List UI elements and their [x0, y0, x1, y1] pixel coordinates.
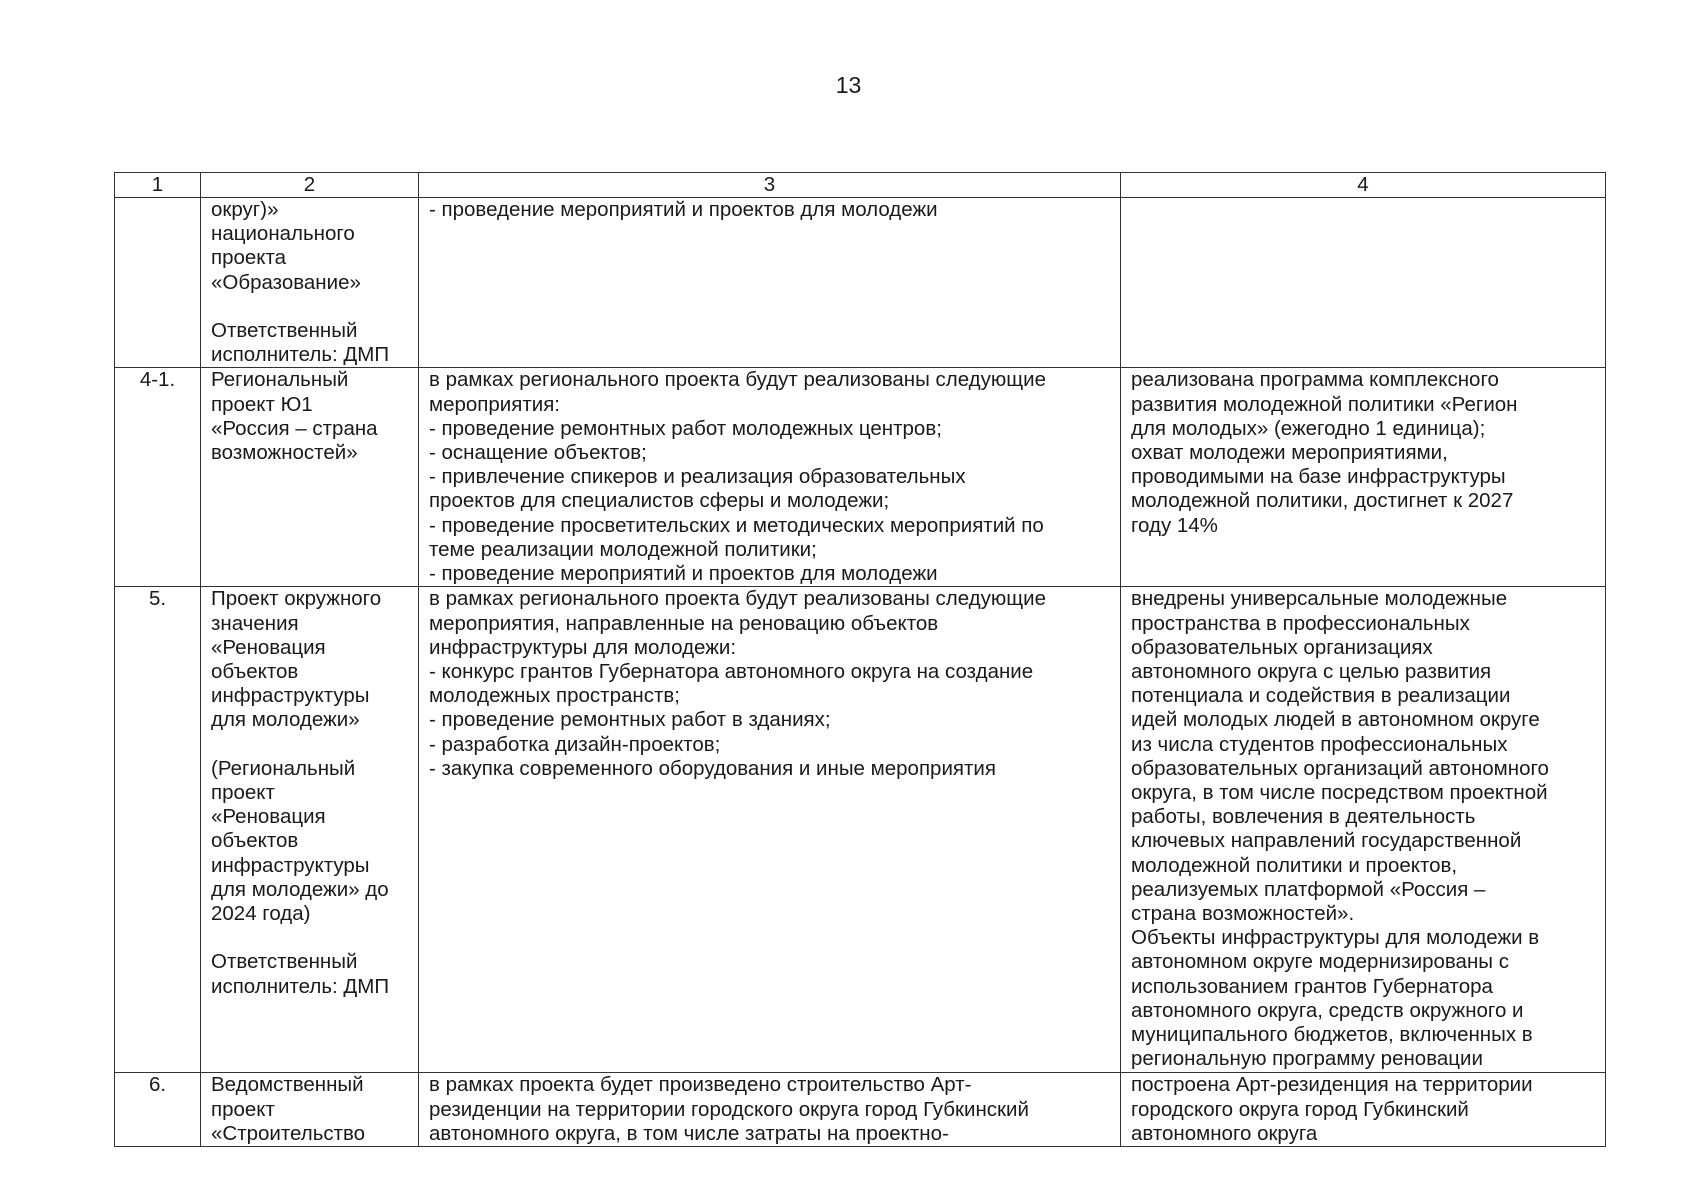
table-row: [115, 587, 1606, 1073]
project-name: округ)» национального проекта «Образование» Ответственный исполнитель: ДМП: [211, 198, 390, 367]
project-name-cell: [201, 1073, 419, 1147]
column-header-1: 1: [115, 173, 201, 198]
table-row: [115, 198, 1606, 368]
results-cell: [1121, 368, 1606, 587]
table-row: [115, 368, 1606, 587]
page-number: 13: [835, 72, 862, 98]
project-name: Ведомственный проект «Строительство: [211, 1073, 366, 1145]
activities-cell: [419, 1073, 1121, 1147]
table-row: [115, 1073, 1606, 1147]
activities-text: в рамках регионального проекта будут реализованы следующие мероприятия, направленные на реновацию объектов инфраструктуры для молодежи: - конкурс грантов Губернатора автономного округа на создание молодежных пространств; - проведение ремонтных работ в зданиях; - разработка дизайн-проектов; - закупка современного оборудования и иные мероприятия: [429, 587, 1046, 780]
project-name: Региональный проект Ю1 «Россия – страна возможностей»: [211, 368, 378, 465]
activities-text: в рамках проекта будет произведено строительство Арт- резиденции на территории городского округа город Губкинский автономного округа, в том числе затраты на проектно-: [429, 1073, 1029, 1145]
activities-cell: [419, 198, 1121, 368]
activities-text: - проведение мероприятий и проектов для молодежи: [429, 198, 938, 221]
project-name: Проект окружного значения «Реновация объектов инфраструктуры для молодежи» (Региональный проект «Реновация объектов инфраструктуры для молодежи» до 2024 года) Ответственный исполнитель: ДМП: [211, 587, 390, 998]
results-cell: [1121, 1073, 1606, 1147]
results-cell: [1121, 587, 1606, 1073]
activities-cell: [419, 587, 1121, 1073]
column-header-2: 2: [201, 173, 419, 198]
row-number: 6.: [115, 1073, 201, 1147]
activities-text: в рамках регионального проекта будут реализованы следующие мероприятия: - проведение ремонтных работ молодежных центров; - оснащение объектов; - привлечение спикеров и реализация образовательных проектов для специалистов сферы и молодежи; - проведение просветительских и методических мероприятий по теме реализации молодежной политики; - проведение мероприятий и проектов для молодежи: [429, 368, 1046, 586]
document-table: [114, 172, 1606, 1147]
results-cell: [1121, 198, 1606, 368]
project-name-cell: [201, 368, 419, 587]
project-name-cell: [201, 587, 419, 1073]
column-header-3: 3: [419, 173, 1121, 198]
table-header-row: [115, 173, 1606, 198]
results-text: внедрены универсальные молодежные пространства в профессиональных образовательных организациях автономного округа с целью развития потенциала и содействия в реализации идей молодых людей в автономном округе из числа студентов профессиональных образовательных организаций автономного округа, в том числе посредством проектной работы, вовлечения в деятельность ключевых направлений государственной молодежной политики и проектов, реализуемых платформой «Россия – страна возможностей». Объекты инфраструктуры для молодежи в автономном округе модернизированы с использованием грантов Губернатора автономного округа, средств окружного и муниципального бюджетов, включенных в региональную программу реновации: [1131, 587, 1549, 1071]
project-name-cell: [201, 198, 419, 368]
row-number: 5.: [115, 587, 201, 1073]
results-text: построена Арт-резиденция на территории городского округа город Губкинский автономного округа: [1131, 1073, 1533, 1145]
row-number: [115, 198, 201, 368]
column-header-4: 4: [1121, 173, 1606, 198]
activities-cell: [419, 368, 1121, 587]
results-text: реализована программа комплексного развития молодежной политики «Регион для молодых» (ежегодно 1 единица); охват молодежи мероприятиями, проводимыми на базе инфраструктуры молодежной политики, достигнет к 2027 году 14%: [1131, 368, 1518, 537]
row-number: 4-1.: [115, 368, 201, 587]
